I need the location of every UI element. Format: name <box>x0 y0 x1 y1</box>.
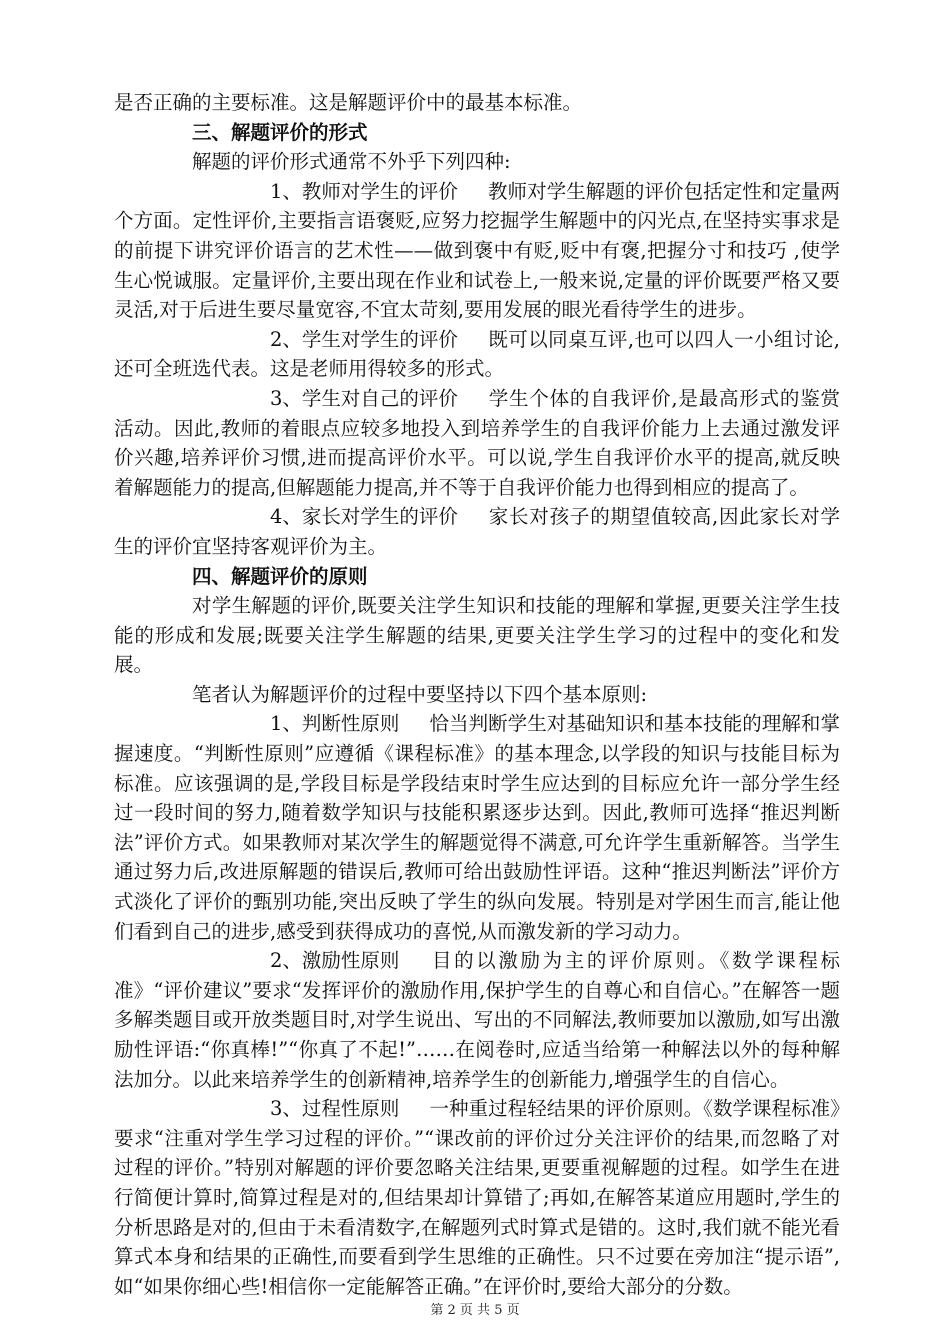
item-text: 恰当判断学生对基础知识和基本技能的理解和掌握速度。“判断性原则”应遵循《课程标准》的基本理念,以学段的知识与技能目标为标准。应该强调的是,学段目标是学段结束时学生应达到的目标应允许一部分学生经过一段时间的努力,随着数学知识与技能积累逐步达到。因此,教师可选择“推迟判断法”评价方式。如果教师对某次学生的解题觉得不满意,可允许学生重新解答。当学生通过努力后,改进原解题的错误后,教师可给出鼓励性评语。这种“推迟判断法”评价方式淡化了评价的甄别功能,突出反映了学生的纵向发展。特别是对学困生而言,能让他们看到自己的进步,感受到获得成功的喜悦,从而激发新的学习动力。 <box>114 712 840 943</box>
item-lead: 3、过程性原则 <box>270 1097 400 1121</box>
item-lead: 4、家长对学生的评价 <box>270 505 458 529</box>
paragraph: 对学生解题的评价,既要关注学生知识和技能的理解和掌握,更要关注学生技能的形成和发展;既要关注学生解题的结果,更要关注学生学习的过程中的变化和发展。 <box>114 594 840 677</box>
paragraph <box>114 177 840 325</box>
paragraph <box>114 1094 840 1301</box>
paragraph <box>114 384 840 502</box>
item-lead: 3、学生对自己的评价 <box>270 386 458 410</box>
body-text <box>114 88 840 1301</box>
paragraph <box>114 709 840 946</box>
paragraph <box>114 325 840 384</box>
section-heading-forms: 三、解题评价的形式 <box>192 120 368 144</box>
section-heading-principles: 四、解题评价的原则 <box>192 564 368 588</box>
item-lead: 1、判断性原则 <box>270 712 400 736</box>
item-lead: 1、教师对学生的评价 <box>270 179 458 203</box>
paragraph <box>114 946 840 1094</box>
paragraph <box>114 502 840 561</box>
item-lead: 2、激励性原则 <box>270 949 400 973</box>
page-footer: 第 2 页 共 5 页 <box>430 1303 520 1318</box>
paragraph-continuation: 是否正确的主要标准。这是解题评价中的最基本标准。 <box>114 91 583 114</box>
item-text: 既可以同桌互评,也可以四人一小组讨论,还可全班选代表。这是老师用得较多的形式。 <box>114 327 840 381</box>
paragraph: 解题的评价形式通常不外乎下列四种: <box>192 150 511 174</box>
item-text: 学生个体的自我评价,是最高形式的鉴赏活动。因此,教师的着眼点应较多地投入到培养学生的自我评价能力上去通过激发评价兴趣,培养评价习惯,进而提高评价水平。可以说,学生自我评价水平的提高,就反映着解题能力的提高,但解题能力提高,并不等于自我评价能力也得到相应的提高了。 <box>114 386 840 499</box>
item-lead: 2、学生对学生的评价 <box>270 327 458 351</box>
item-text: 教师对学生解题的评价包括定性和定量两个方面。定性评价,主要指言语褒贬,应努力挖掘学生解题中的闪光点,在坚持实事求是的前提下讲究评价语言的艺术性——做到褒中有贬,贬中有褒,把握分寸和技巧 ,使学生心悦诚服。定量评价,主要出现在作业和试卷上,一般来说,定量的评价既要严格又要灵活,对于后进生要尽量宽容,不宜太苛刻,要用发展的眼光看待学生的进步。 <box>114 179 840 322</box>
item-text: 目的以激励为主的评价原则。《数学课程标准》“评价建议”要求“发挥评价的激励作用,保护学生的自尊心和自信心。”在解答一题多解类题目或开放类题目时,对学生说出、写出的不同解法,教师要加以激励,如写出激励性评语:“你真棒!”“你真了不起!”……在阅卷时,应适当给第一种解法以外的每种解法加分。以此来培养学生的创新精神,培养学生的创新能力,增强学生的自信心。 <box>114 949 840 1091</box>
item-text: 家长对孩子的期望值较高,因此家长对学生的评价宜坚持客观评价为主。 <box>114 505 840 558</box>
paragraph: 笔者认为解题评价的过程中要坚持以下四个基本原则: <box>192 682 648 706</box>
item-text: 一种重过程轻结果的评价原则。《数学课程标准》要求“注重对学生学习过程的评价。”“课改前的评价过分关注评价的结果,而忽略了对过程的评价。”特别对解题的评价要忽略关注结果,更要重视解题的过程。如学生在进行简便计算时,简算过程是对的,但结果却计算错了;再如,在解答某道应用题时,学生的分析思路是对的,但由于未看清数字,在解题列式时算式是错的。这时,我们就不能光看算式本身和结果的正确性,而要看到学生思维的正确性。只不过要在旁加注“提示语”,如“如果你细心些!相信你一定能解答正确。”在评价时,要给大部分的分数。 <box>114 1097 840 1298</box>
